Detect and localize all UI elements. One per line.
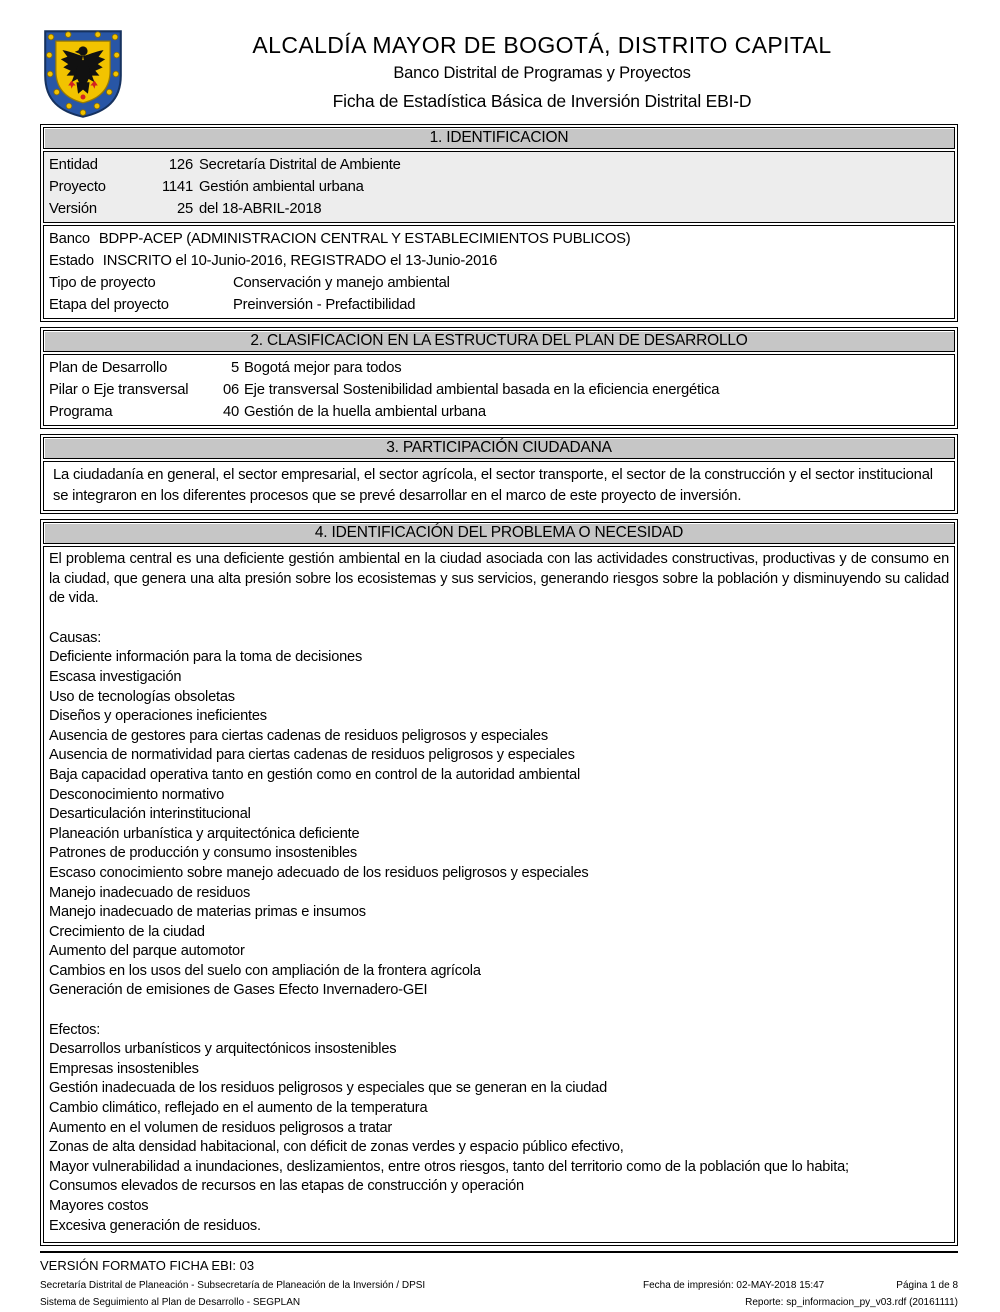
- footer-report-name: Reporte: sp_informacion_py_v03.rdf (20161111): [745, 1297, 958, 1309]
- footer-print-date: Fecha de impresión: 02-MAY-2018 15:47: [643, 1280, 825, 1292]
- proyecto-code: 1141: [161, 179, 193, 195]
- estado-label: Estado: [49, 253, 94, 269]
- tipo-proyecto-value: Conservación y manejo ambiental: [233, 275, 450, 291]
- footer-page-number: Página 1 de 8: [896, 1280, 958, 1292]
- causa-item: Aumento del parque automotor: [49, 943, 245, 960]
- main-title: ALCALDÍA MAYOR DE BOGOTÁ, DISTRITO CAPITAL: [252, 32, 832, 58]
- causa-item: Manejo inadecuado de materias primas e insumos: [49, 904, 366, 921]
- causa-item: Escasa investigación: [49, 668, 182, 685]
- estado-value: INSCRITO el 10-Junio-2016, REGISTRADO el 13-Junio-2016: [102, 253, 498, 269]
- subtitle-banco: Banco Distrital de Programas y Proyectos: [393, 64, 691, 82]
- section-3-header: 3. PARTICIPACIÓN CIUDADANA: [43, 437, 955, 459]
- problema-intro: El problema central es una deficiente gestión ambiental en la ciudad asociada con las actividades constructivas, productivas y de consumo en la ciudad, que genera una alta presión sobre los ecosistemas y sus servicios, generando riesgos sobre la población y disminuyendo su calidad de vida.: [49, 551, 949, 607]
- etapa-proyecto-value: Preinversión - Prefactibilidad: [233, 297, 416, 313]
- causa-item: Uso de tecnologías obsoletas: [49, 688, 235, 705]
- efectos-list: [49, 1040, 949, 1236]
- version-value: del 18-ABRIL-2018: [199, 201, 322, 217]
- row-tipo-proyecto: [49, 272, 949, 294]
- document-header: [40, 28, 958, 120]
- efecto-item: Gestión inadecuada de los residuos peligrosos y especiales que se generan en la ciudad: [49, 1080, 608, 1097]
- plan-code: 5: [230, 360, 239, 376]
- footer-left-1: Secretaría Distrital de Planeación - Subsecretaría de Planeación de la Inversión / DPSI: [40, 1280, 426, 1292]
- row-estado: [49, 250, 949, 272]
- identificacion-box: [43, 151, 955, 223]
- causa-item: Escaso conocimiento sobre manejo adecuado de los residuos peligrosos y especiales: [49, 864, 589, 881]
- causas-list: [49, 648, 949, 1001]
- efectos-heading: Efectos:: [49, 1021, 101, 1038]
- banco-value: BDPP-ACEP (ADMINISTRACION CENTRAL Y ESTABLECIMIENTOS PUBLICOS): [98, 231, 631, 247]
- programa-label: Programa: [49, 404, 113, 420]
- causa-item: Planeación urbanística y arquitectónica deficiente: [49, 825, 360, 842]
- clasificacion-box: [43, 354, 955, 426]
- proyecto-label: Proyecto: [49, 179, 106, 195]
- section-problema: [40, 519, 958, 1246]
- proyecto-value: Gestión ambiental urbana: [199, 179, 364, 195]
- row-version: [49, 198, 949, 220]
- participacion-text: La ciudadanía en general, el sector empresarial, el sector agrícola, el sector transporte, el sector de la construcción y el sector institucional se integraron en los diferentes procesos que se prevé desarrollar en el marco de este proyecto de inversión.: [53, 467, 933, 504]
- banco-estado-box: [43, 225, 955, 319]
- footer-line-2: [40, 1295, 958, 1312]
- plan-value: Bogotá mejor para todos: [244, 360, 402, 376]
- efecto-item: Excesiva generación de residuos.: [49, 1217, 261, 1234]
- causa-item: Desconocimiento normativo: [49, 786, 225, 803]
- causa-item: Patrones de producción y consumo insostenibles: [49, 845, 357, 862]
- version-label: Versión: [49, 201, 97, 217]
- spacer: [49, 1001, 949, 1021]
- efecto-item: Cambio climático, reflejado en el aumento de la temperatura: [49, 1100, 428, 1117]
- causa-item: Desarticulación interinstitucional: [49, 806, 251, 823]
- page-footer: [40, 1251, 958, 1312]
- footer-rule: [40, 1251, 958, 1253]
- section-clasificacion: [40, 327, 958, 429]
- footer-version: VERSIÓN FORMATO FICHA EBI: 03: [40, 1258, 255, 1274]
- causa-item: Ausencia de gestores para ciertas cadenas de residuos peligrosos y especiales: [49, 727, 548, 744]
- footer-left-2: Sistema de Seguimiento al Plan de Desarrollo - SEGPLAN: [40, 1297, 301, 1309]
- banco-label: Banco: [49, 231, 90, 247]
- footer-line-1: [40, 1278, 958, 1295]
- title-block: [126, 28, 958, 112]
- pilar-code: 06: [222, 382, 239, 398]
- row-banco: [49, 228, 949, 250]
- version-code: 25: [176, 201, 193, 217]
- section-4-header: 4. IDENTIFICACIÓN DEL PROBLEMA O NECESIDAD: [43, 522, 955, 544]
- etapa-proyecto-label: Etapa del proyecto: [49, 297, 169, 313]
- causas-heading: Causas:: [49, 629, 102, 646]
- subtitle-ficha: Ficha de Estadística Básica de Inversión Distrital EBI-D: [332, 91, 752, 111]
- section-1-header: 1. IDENTIFICACION: [43, 127, 955, 149]
- entidad-label: Entidad: [49, 157, 98, 173]
- section-identificacion: [40, 124, 958, 322]
- efecto-item: Consumos elevados de recursos en las etapas de construcción y operación: [49, 1178, 524, 1195]
- section-participacion: [40, 434, 958, 514]
- pilar-label: Pilar o Eje transversal: [49, 382, 189, 398]
- plan-label: Plan de Desarrollo: [49, 360, 168, 376]
- problema-box: [43, 546, 955, 1243]
- causa-item: Deficiente información para la toma de decisiones: [49, 649, 363, 666]
- causa-item: Baja capacidad operativa tanto en gestión como en control de la autoridad ambiental: [49, 766, 581, 783]
- efecto-item: Mayores costos: [49, 1198, 149, 1214]
- row-entidad: [49, 154, 949, 176]
- efecto-item: Desarrollos urbanísticos y arquitectónicos insostenibles: [49, 1041, 397, 1058]
- participacion-box: [43, 461, 955, 511]
- causa-item: Crecimiento de la ciudad: [49, 923, 205, 940]
- row-pilar-eje: [49, 379, 949, 401]
- tipo-proyecto-label: Tipo de proyecto: [49, 275, 156, 291]
- efecto-item: Zonas de alta densidad habitacional, con déficit de zonas verdes y espacio público efectivo,: [49, 1139, 624, 1156]
- programa-value: Gestión de la huella ambiental urbana: [244, 404, 486, 420]
- efecto-item: Aumento en el volumen de residuos peligrosos a tratar: [49, 1119, 393, 1136]
- entidad-code: 126: [168, 157, 193, 173]
- causa-item: Cambios en los usos del suelo con ampliación de la frontera agrícola: [49, 962, 481, 979]
- programa-code: 40: [222, 404, 239, 420]
- efecto-item: Empresas insostenibles: [49, 1060, 199, 1077]
- efecto-item: Mayor vulnerabilidad a inundaciones, deslizamientos, entre otros riesgos, tanto del territorio como de la población que lo habita;: [49, 1158, 849, 1175]
- causa-item: Generación de emisiones de Gases Efecto Invernadero-GEI: [49, 982, 428, 999]
- row-etapa-proyecto: [49, 294, 949, 316]
- entidad-value: Secretaría Distrital de Ambiente: [199, 157, 401, 173]
- causa-item: Ausencia de normatividad para ciertas cadenas de residuos peligrosos y especiales: [49, 747, 575, 764]
- causa-item: Diseños y operaciones ineficientes: [49, 708, 267, 725]
- row-programa: [49, 401, 949, 423]
- pilar-value: Eje transversal Sostenibilidad ambiental basada en la eficiencia energética: [244, 382, 720, 398]
- row-plan-desarrollo: [49, 357, 949, 379]
- row-proyecto: [49, 176, 949, 198]
- section-2-header: 2. CLASIFICACION EN LA ESTRUCTURA DEL PLAN DE DESARROLLO: [43, 330, 955, 352]
- bogota-coat-of-arms-icon: [40, 28, 126, 120]
- causa-item: Manejo inadecuado de residuos: [49, 884, 251, 901]
